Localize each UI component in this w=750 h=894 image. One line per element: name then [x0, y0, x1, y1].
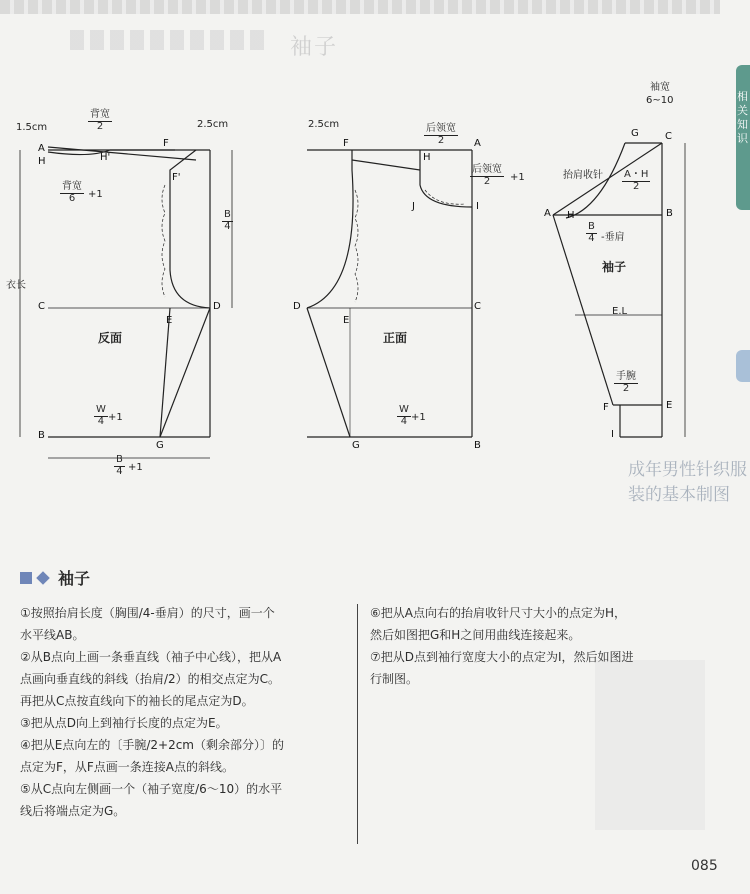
back-1-5cm: 1.5cm — [16, 122, 48, 133]
back-2-5cm: 2.5cm — [197, 119, 229, 130]
ghost-section-heading: 成年男性针织服装的基本制图 — [628, 460, 747, 505]
front-W4-fraction: $\frac{W}{4}$ — [399, 404, 409, 427]
point-B-sleeve: B — [666, 208, 673, 219]
instruction-line: ⑦把从D点到袖行宽度大小的点定为I，然后如图进 — [370, 650, 634, 664]
front-scallop — [355, 190, 358, 302]
point-F-front: F — [343, 138, 349, 149]
point-F-back: F — [163, 138, 169, 149]
instruction-line: ①按照抬肩长度（胸围/4-垂肩）的尺寸，画一个 — [20, 606, 275, 620]
instruction-line: 然后如图把G和H之间用曲线连接起来。 — [370, 628, 581, 642]
sleeve-underarm — [553, 215, 613, 405]
section-header — [20, 566, 90, 589]
instruction-line: ④把从E点向左的〔手腕/2+2cm（剩余部分）〕的 — [20, 738, 284, 752]
front-shoulder — [352, 160, 420, 170]
sleeve-width-value: 6~10 — [646, 95, 674, 106]
point-C-back: C — [38, 301, 45, 312]
front-neck2-fraction: 后领宽 2 — [472, 164, 502, 187]
back-width6-fraction: 背宽 6 — [62, 181, 82, 204]
sleeve-EL: E.L — [612, 306, 628, 317]
point-A-back: A — [38, 143, 45, 154]
back-W4-fraction: $\frac{W}{4}$ — [96, 404, 106, 427]
side-tab-label: 相关知识 — [737, 90, 748, 145]
point-D-front: D — [293, 301, 301, 312]
back-length-label: 衣长 — [6, 280, 26, 291]
instruction-line: 点定为F，从F点画一条连接A点的斜线。 — [20, 760, 235, 774]
point-G-sleeve: G — [631, 128, 639, 139]
instruction-line: ③把从点D向上到袖行长度的点定为E。 — [20, 716, 228, 730]
front-w-plus1: +1 — [411, 412, 426, 423]
point-Fp-back: F' — [172, 172, 181, 183]
point-C-sleeve: C — [665, 131, 672, 142]
point-B-back: B — [38, 430, 45, 441]
instruction-line: ⑤从C点向左侧画一个（袖子宽度/6～10）的水平 — [20, 782, 283, 796]
front-neck-fraction: 后领宽 2 — [426, 123, 456, 146]
back-B4-bottom-fraction: $\frac{B}{4}$ — [116, 454, 123, 477]
sleeve-minus-shoulder: -垂肩 — [601, 232, 625, 243]
point-C-front: C — [474, 301, 481, 312]
point-B-front: B — [474, 440, 481, 451]
point-H-back: H — [38, 156, 46, 167]
instruction-line: 再把从C点按直线向下的袖长的尾点定为D。 — [20, 694, 254, 708]
back-side-seam-2 — [160, 308, 210, 437]
point-F-sleeve: F — [603, 402, 609, 413]
point-I-front: I — [476, 201, 479, 212]
back-B4-fraction: $\frac{B}{4}$ — [224, 209, 231, 232]
sleeve-AH-fraction: $\frac{A・H}{2}$ — [624, 169, 649, 192]
bleed-through-title: 袖子 — [290, 35, 339, 60]
point-D-back: D — [213, 301, 221, 312]
instruction-line: 线后将端点定为G。 — [20, 804, 126, 818]
point-J-front: J — [412, 201, 415, 212]
back-b-plus1: +1 — [128, 462, 143, 473]
page-number: 085 — [691, 858, 718, 874]
point-G-back: G — [156, 440, 164, 451]
point-A-front: A — [474, 138, 481, 149]
instruction-line: 水平线AB。 — [20, 628, 85, 642]
point-A-sleeve: A — [544, 208, 551, 219]
back-w-plus1: +1 — [108, 412, 123, 423]
sleeve-armhole-ease: 抬肩收针 — [563, 170, 603, 181]
front-title: 正面 — [383, 331, 408, 345]
point-E-front: E — [343, 315, 350, 326]
point-I-sleeve: I — [611, 429, 614, 440]
section-title: 袖子 — [58, 569, 91, 588]
point-Hp-back: H' — [100, 152, 111, 163]
point-G-front: G — [352, 440, 360, 451]
sleeve-title: 袖子 — [602, 260, 627, 274]
instructions-left — [20, 602, 350, 822]
point-E-back: E — [166, 315, 173, 326]
square-icon — [20, 572, 32, 584]
sleeve-width-label: 袖宽 — [650, 82, 670, 93]
diamond-icon — [36, 571, 50, 585]
instruction-line: ②从B点向上画一条垂直线（袖子中心线），把从A — [20, 650, 282, 664]
instruction-line: 点画向垂直线的斜线（抬肩/2）的相交点定为C。 — [20, 672, 281, 686]
sleeve-cuff-fraction: 手腕 2 — [616, 371, 636, 394]
back-plus1: +1 — [88, 189, 103, 200]
back-title: 反面 — [98, 331, 123, 345]
point-E-sleeve: E — [666, 400, 673, 411]
instructions-right — [370, 602, 710, 690]
front-armhole — [307, 150, 353, 308]
instruction-line: 行制图。 — [370, 672, 419, 686]
column-divider — [357, 604, 358, 844]
point-H-front: H — [423, 152, 431, 163]
front-plus1: +1 — [510, 172, 525, 183]
point-H-sleeve: H — [567, 210, 575, 221]
back-width-fraction: 背宽 2 — [90, 109, 110, 132]
back-side-seam — [160, 308, 173, 437]
back-scallop — [162, 185, 165, 297]
front-2-5cm: 2.5cm — [308, 119, 340, 130]
back-shoulder — [48, 147, 196, 160]
front-neck-scallop — [425, 190, 465, 204]
sleeve-B4-fraction: $\frac{B}{4}$ — [588, 221, 595, 244]
front-side-seam — [307, 308, 350, 437]
instruction-line: ⑥把从A点向右的抬肩收针尺寸大小的点定为H， — [370, 606, 626, 620]
